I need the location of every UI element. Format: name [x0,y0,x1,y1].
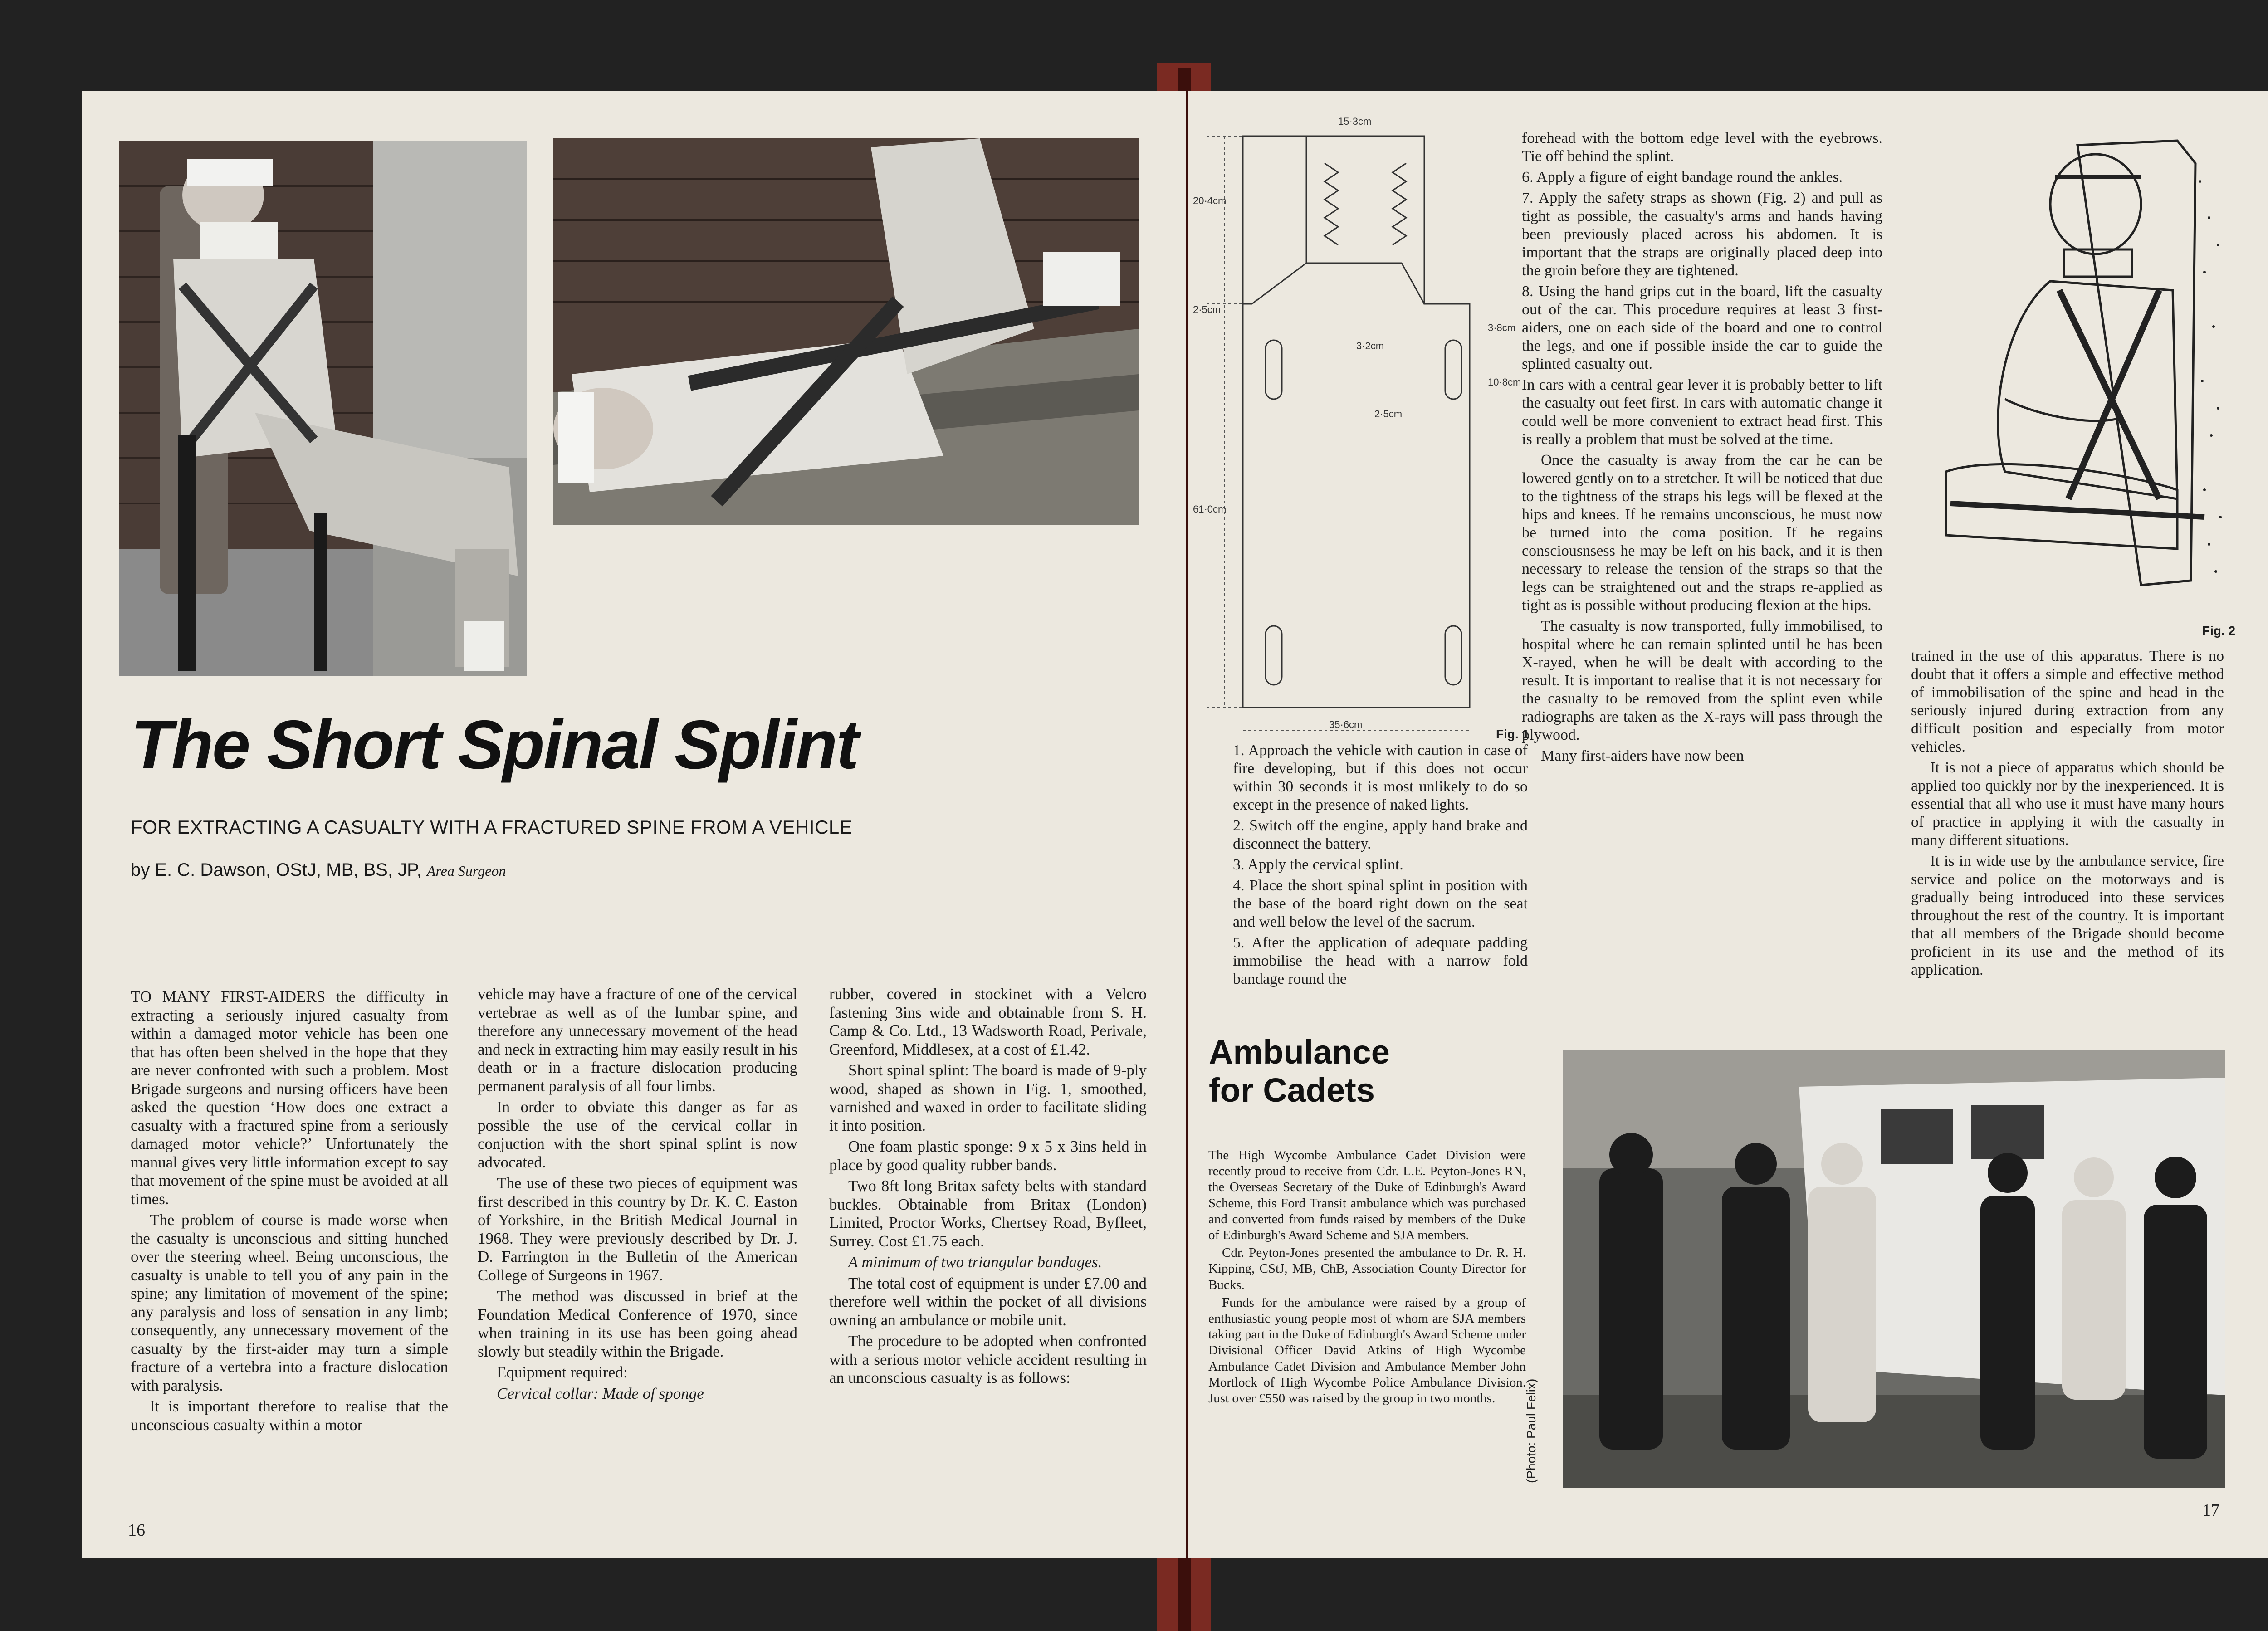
splint-outline-svg [1188,113,1533,748]
paragraph: 6. Apply a figure of eight bandage round the ankles. [1522,169,1843,186]
right-column-c [1911,647,2224,982]
left-column-2 [478,985,797,1406]
hand-grip-slot [1266,340,1282,399]
photo-ambulance-cadets [1563,1050,2225,1488]
paragraph: In order to obviate this danger as far as possible the use of the cervical collar in conjuction with the short spinal splint is now advocated. [478,1098,797,1171]
photo-casualty-on-stretcher [553,138,1139,525]
seated-casualty-illustration [119,141,527,676]
paragraph: 7. Apply the safety straps as shown (Fig. 2) and pull as tight as possible, the casualty's arms and hands having been previously placed across his abdomen. It is important that the straps are originally placed deep into the groin before they are tightened. [1522,190,1882,279]
paragraph: The use of these two pieces of equipment was first described in this country by Dr. K. C. Easton of Yorkshire, in the British Medical Journal in 1968. They were previously described by Dr. J. D. Farrington in the Bulletin of the American College of Surgeons in 1967. [478,1174,797,1284]
left-column-1 [131,988,448,1437]
paragraph: 3. Apply the cervical splint. [1233,856,1403,873]
dim-slot-top: 3·8cm [1488,322,1516,333]
photo-seated-casualty [119,141,527,676]
hand-grip-slot [1266,626,1282,685]
paragraph: A minimum of two triangular bandages. [848,1253,1102,1271]
dim-neck-height: 20·4cm [1193,195,1227,206]
paragraph: rubber, covered in stockinet with a Velcro fastening 3ins wide and obtainable from S. H. Camp & Co. Ltd., 13 Wadsworth Road, Perivale, Greenford, Middlesex, at a cost of £1.42. [829,985,1147,1058]
hand-grip-slot [1445,626,1461,685]
paragraph: trained in the use of this apparatus. There is no doubt that it offers a simple and effective method of immobilisation of the spine and head in the seriously injured during extraction from any difficult position and especially from motor vehicles. [1911,648,2224,755]
paragraph: forehead with the bottom edge level with the eyebrows. Tie off behind the splint. [1522,130,1882,165]
paragraph: The problem of course is made worse when the casualty is unconscious and sitting hunched over the steering wheel. Being unconscious, the casualty is unable to tell you of any pain in the spine; any limitation of movement of the spine; any paralysis and loss of sensation in any limb; consequently, any unnecessary movement of the casualty by the first-aider may turn a simple fracture of a vertebra into a fracture dislocation with paralysis. [131,1211,448,1394]
dim-top: 15·3cm [1338,116,1372,127]
ambulance-group-illustration [1563,1050,2225,1488]
page-number-right: 17 [2202,1501,2219,1520]
paragraph: TO MANY FIRST-AIDERS the difficulty in extracting a seriously injured casualty from within a damaged motor vehicle has been one that has often been shelved in the hope that they are never confronted with such a problem. Most Brigade surgeons and nursing officers have been asked the question ‘How does one extract a casualty with a fractured spine from a seriously damaged motor vehicle?’ Unfortunately the manual gives very little information except to say that movement of the spine must be avoided at all times. [131,988,448,1208]
dim-shoulder: 2·5cm [1193,304,1221,315]
paragraph: One foam plastic sponge: 9 x 5 x 3ins held in place by good quality rubber bands. [829,1138,1147,1174]
paragraph: Cdr. Peyton-Jones presented the ambulance to Dr. R. H. Kipping, CStJ, MB, ChB, Association County Director for Bucks. [1208,1245,1526,1292]
dim-slot-height: 10·8cm [1488,376,1521,388]
stretcher-casualty-illustration [553,138,1139,525]
fig1-splint-diagram [1188,113,1533,748]
fig1-label: Fig. 1 [1496,727,1530,741]
page-number-left: 16 [128,1521,145,1540]
fig2-label: Fig. 2 [2202,624,2236,638]
hand-grip-slot [1445,340,1461,399]
paragraph: In cars with a central gear lever it is probably better to lift the casualty out feet first. In cars with automatic change it could well be more convenient to extract head first. This is really a problem that must be solved at the time. [1522,376,1882,448]
paragraph: vehicle may have a fracture of one of the cervical vertebrae as well as of the lumbar spine, and therefore any unnecessary movement of the head and neck in extracting him may easily result in his death or in a fracture dislocation producing permanent paralysis of all four limbs. [478,985,797,1095]
paragraph: It is important therefore to realise that the unconscious casualty within a motor [131,1397,448,1434]
right-column-a [1233,742,1528,991]
seated-figure-drawing [1905,127,2232,617]
paragraph: The method was discussed in brief at the Foundation Medical Conference of 1970, since when training in its use has been going ahead slowly but steadily within the Brigade. [478,1287,797,1360]
paragraph: Cervical collar: Made of sponge [497,1384,704,1402]
dim-slot-gap: 2·5cm [1374,408,1403,420]
splint-board-outline [1243,136,1470,708]
byline-name: by E. C. Dawson, OStJ, MB, BS, JP, [131,860,422,880]
paragraph: The procedure to be adopted when confronted with a serious motor vehicle accident resulting in an unconscious casualty is as follows: [829,1332,1147,1387]
paragraph: Equipment required: [497,1363,628,1381]
ambulance-title-line-1: Ambulance [1209,1033,1390,1071]
paragraph: Once the casualty is away from the car he can be lowered gently on to a stretcher. It will be noticed that due to the tightness of the straps his legs will be flexed at the hips and knees. If he remains unconscious, he must now be turned into the coma position. If he regains consciousnsess he may be left on his back, and it is then necessary to release the tension of the straps so that the legs can be straightened out and the straps re-applied as tight as is possible without producing flexion at the hips. [1522,452,1882,614]
paragraph: The total cost of equipment is under £7.00 and therefore well within the pocket of all divisions owning an ambulance or mobile unit. [829,1274,1147,1329]
paragraph: 1. Approach the vehicle with caution in case of fire developing, but if this does not occur within 30 seconds it is most unlikely to do so except in the presence of naked lights. [1233,742,1528,813]
paragraph: 8. Using the hand grips cut in the board, lift the casualty out of the car. This procedure requires at least 3 first-aiders, one on each side of the board and one to control the legs, and one if possible inside the car to guide the splinted casualty out. [1522,283,1882,372]
paragraph: Many first-aiders have now been [1541,747,1744,764]
article-subtitle: FOR EXTRACTING A CASUALTY WITH A FRACTURED SPINE FROM A VEHICLE [131,816,853,838]
paragraph: 4. Place the short spinal splint in position with the base of the board right down on the seat and well below the level of the sacrum. [1233,877,1528,930]
right-column-b [1522,129,1882,768]
paragraph: The High Wycombe Ambulance Cadet Division were recently proud to receive from Cdr. L.E. Peyton-Jones RN, the Overseas Secretary of the Duke of Edinburgh's Award Scheme, this Ford Transit ambulance which was purchased and converted from funds raised by members of the Duke of Edinburgh's Award Scheme and SJA members. [1208,1148,1526,1243]
article-title: The Short Spinal Splint [131,706,858,783]
article-byline [131,860,506,880]
byline-role: Area Surgeon [426,863,506,879]
photo-credit: (Photo: Paul Felix) [1524,1378,1538,1483]
paragraph: The casualty is now transported, fully immobilised, to hospital where he can remain splinted until he has been X-rayed, when he will be dealt with according to the result. It is important to realise that it is not necessary for the casualty to be removed from the splint even while radiographs are taken as the X-rays will pass through the plywood. [1522,618,1882,743]
dim-bottom: 35·6cm [1329,719,1363,730]
paragraph: It is not a piece of apparatus which should be applied too quickly nor by the inexperienced. It is essential that all who use it must have many hours of practice in applying it with the casualty in many different situations. [1911,759,2224,849]
paragraph: It is in wide use by the ambulance service, fire service and police on the motorways and is gradually being introduced into these services throughout the rest of the country. It is important that all members of the Brigade should become proficient in its use and the method of its application. [1911,853,2224,978]
paragraph: Short spinal splint: The board is made of 9-ply wood, shaped as shown in Fig. 1, smoothed, varnished and waxed in order to facilitate sliding it into position. [829,1061,1147,1134]
ambulance-title-line-2: for Cadets [1209,1071,1375,1109]
paragraph: 5. After the application of adequate padding immobilise the head with a narrow fold bandage round the [1233,934,1528,987]
left-column-3 [829,985,1147,1390]
paragraph: Funds for the ambulance were raised by a group of enthusiastic young people most of whom are SJA members taking part in the Duke of Edinburgh's Award Scheme under Divisional Officer David Atkins of High Wycombe Ambulance Cadet Division and Ambulance Member John Mortlock of High Wycombe Police Ambulance Division. Just over £550 was raised by the group in two months. [1208,1295,1526,1406]
fig2-splint-drawing [1905,127,2232,617]
paragraph: 2. Switch off the engine, apply hand brake and disconnect the battery. [1233,817,1528,852]
dim-slot-width: 3·2cm [1356,340,1384,352]
ambulance-title [1209,1033,1390,1109]
ambulance-column [1208,1148,1526,1408]
paragraph: Two 8ft long Britax safety belts with standard buckles. Obtainable from Britax (London) Limited, Proctor Works, Chertsey Road, Byfleet, Surrey. Cost £1.75 each. [829,1177,1147,1250]
dim-body: 61·0cm [1193,503,1227,515]
